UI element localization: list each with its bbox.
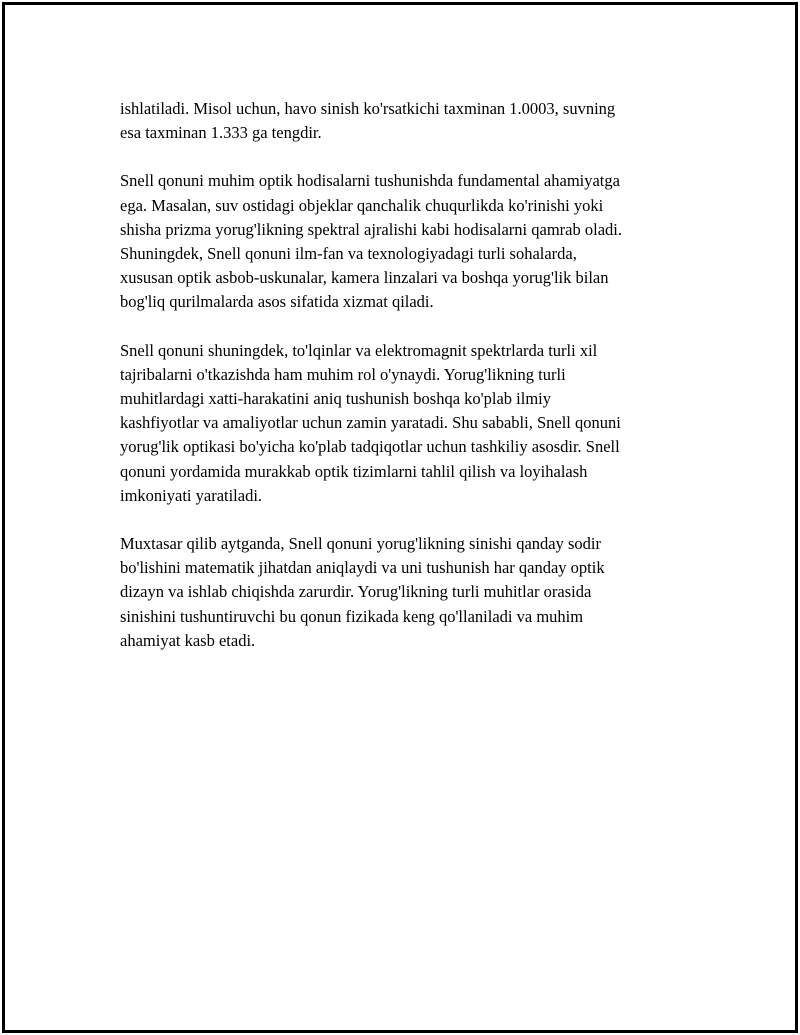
text-line: muhitlardagi xatti-harakatini aniq tushunish boshqa ko'plab ilmiy: [120, 389, 551, 409]
text-line: sinishini tushuntiruvchi bu qonun fizikada keng qo'llaniladi va muhim: [120, 606, 584, 626]
text-line: kashfiyotlar va amaliyotlar uchun zamin yaratadi. Shu sababli, Snell qonuni: [120, 413, 621, 433]
text-line: yorug'lik optikasi bo'yicha ko'plab tadqiqotlar uchun tashkiliy asosdir. Snell: [120, 437, 620, 457]
document-body: [120, 97, 685, 677]
text-line: bo'lishini matematik jihatdan aniqlaydi va uni tushunish har qanday optik: [120, 558, 605, 578]
text-line: xususan optik asbob-uskunalar, kamera linzalari va boshqa yorug'lik bilan: [120, 268, 609, 288]
text-line: dizayn va ishlab chiqishda zarurdir. Yorug'likning turli muhitlar orasida: [120, 582, 592, 602]
text-line: ega. Masalan, suv ostidagi objeklar qanchalik chuqurlikda ko'rinishi yoki: [120, 195, 604, 215]
paragraph-2: [120, 169, 685, 314]
text-line: tajribalarni o'tkazishda ham muhim rol o'ynaydi. Yorug'likning turli: [120, 364, 566, 384]
text-line: ishlatiladi. Misol uchun, havo sinish ko'rsatkichi taxminan 1.0003, suvning: [120, 99, 616, 118]
paragraph-3: [120, 339, 685, 508]
text-line: Snell qonuni muhim optik hodisalarni tushunishda fundamental ahamiyatga: [120, 171, 620, 191]
paragraph-1: [120, 97, 685, 145]
text-line: qonuni yordamida murakkab optik tizimlarni tahlil qilish va loyihalash: [120, 461, 588, 481]
page-frame: [2, 2, 798, 1033]
text-line: bog'liq qurilmalarda asos sifatida xizmat qiladi.: [120, 292, 434, 312]
text-line: Shuningdek, Snell qonuni ilm-fan va texnologiyadagi turli sohalarda,: [120, 244, 577, 264]
text-line: Muxtasar qilib aytganda, Snell qonuni yorug'likning sinishi qanday sodir: [120, 534, 601, 554]
text-line: esa taxminan 1.333 ga tengdir.: [120, 123, 322, 143]
text-line: ahamiyat kasb etadi.: [120, 630, 256, 650]
text-line: shisha prizma yorug'likning spektral ajralishi kabi hodisalarni qamrab oladi.: [120, 219, 622, 239]
text-line: imkoniyati yaratiladi.: [120, 485, 263, 505]
text-line: Snell qonuni shuningdek, to'lqinlar va elektromagnit spektrlarda turli xil: [120, 340, 598, 360]
paragraph-4: [120, 532, 685, 653]
